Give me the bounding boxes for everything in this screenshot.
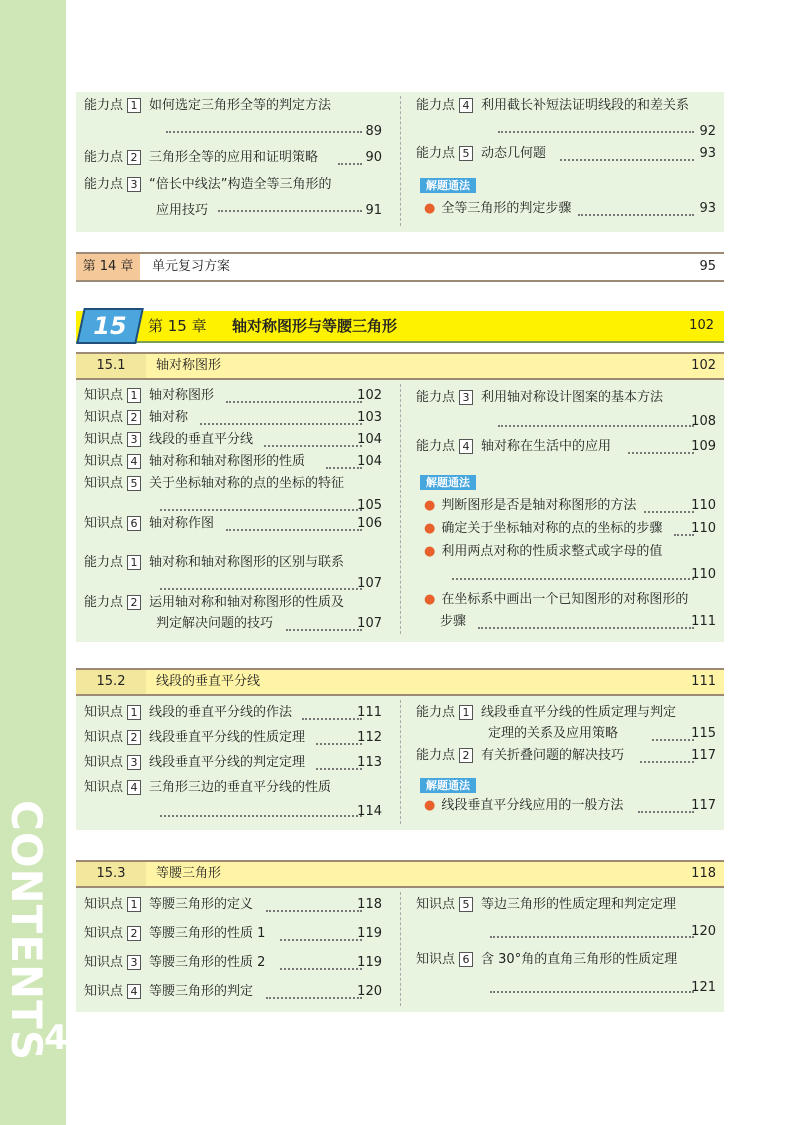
toc-entry[interactable]: 知识点 4 等腰三角形的判定 bbox=[84, 984, 254, 999]
toc-entry[interactable]: 能力点 1 线段垂直平分线的性质定理与判定 bbox=[416, 705, 677, 720]
chapter-icon: 15 bbox=[76, 308, 144, 344]
page-ref: 111 bbox=[691, 674, 716, 689]
page-ref: 103 bbox=[357, 410, 382, 425]
page-ref: 118 bbox=[691, 866, 716, 881]
leader-dots bbox=[200, 423, 362, 425]
page-ref: 117 bbox=[691, 798, 716, 813]
method-entry[interactable]: ● 确定关于坐标轴对称的点的坐标的步骤 bbox=[424, 521, 663, 536]
leader-dots bbox=[160, 509, 362, 511]
section-15-3-bar[interactable] bbox=[76, 860, 724, 888]
toc-entry-cont: 判定解决问题的技巧 bbox=[156, 616, 274, 631]
toc-entry[interactable]: 能力点 2 运用轴对称和轴对称图形的性质及 bbox=[84, 595, 345, 610]
bullet-icon: ● bbox=[424, 201, 436, 216]
leader-dots bbox=[218, 210, 362, 212]
toc-entry[interactable]: 知识点 6 含 30°角的直角三角形的性质定理 bbox=[416, 952, 678, 967]
page-ref: 102 bbox=[689, 318, 714, 333]
leader-dots bbox=[490, 991, 694, 993]
page-ref: 119 bbox=[357, 926, 382, 941]
leader-dots bbox=[478, 627, 694, 629]
leader-dots bbox=[166, 131, 362, 133]
toc-entry[interactable]: 知识点 1 线段的垂直平分线的作法 bbox=[84, 705, 293, 720]
column-divider bbox=[400, 892, 401, 1006]
chapter-15-bar[interactable] bbox=[76, 311, 724, 343]
page-ref: 119 bbox=[357, 955, 382, 970]
page-ref: 110 bbox=[691, 498, 716, 513]
method-badge: 解题通法 bbox=[420, 778, 476, 793]
method-entry[interactable]: ● 全等三角形的判定步骤 bbox=[424, 201, 572, 216]
toc-entry[interactable]: 知识点 4 轴对称和轴对称图形的性质 bbox=[84, 454, 306, 469]
page-ref: 105 bbox=[357, 498, 382, 513]
toc-entry[interactable]: 知识点 2 等腰三角形的性质 1 bbox=[84, 926, 266, 941]
column-divider bbox=[400, 384, 401, 634]
chapter-title: 单元复习方案 bbox=[152, 259, 231, 274]
toc-entry[interactable]: 知识点 3 线段垂直平分线的判定定理 bbox=[84, 755, 306, 770]
toc-entry[interactable]: 能力点 4 轴对称在生活中的应用 bbox=[416, 439, 612, 454]
toc-entry[interactable]: 知识点 1 轴对称图形 bbox=[84, 388, 215, 403]
bullet-icon: ● bbox=[424, 592, 436, 607]
leader-dots bbox=[578, 214, 694, 216]
toc-entry[interactable]: 知识点 5 关于坐标轴对称的点的坐标的特征 bbox=[84, 476, 345, 491]
leader-dots bbox=[498, 425, 694, 427]
page-ref: 106 bbox=[357, 516, 382, 531]
page-ref: 110 bbox=[691, 567, 716, 582]
toc-entry[interactable]: 能力点 2 三角形全等的应用和证明策略 bbox=[84, 150, 319, 165]
page-ref: 90 bbox=[365, 150, 382, 165]
page-ref: 93 bbox=[699, 146, 716, 161]
section-15-1-bar[interactable] bbox=[76, 352, 724, 380]
page-ref: 112 bbox=[357, 730, 382, 745]
method-entry-cont: 步骤 bbox=[440, 614, 467, 629]
method-badge: 解题通法 bbox=[420, 475, 476, 490]
page-ref: 111 bbox=[691, 614, 716, 629]
toc-entry[interactable]: 知识点 3 线段的垂直平分线 bbox=[84, 432, 254, 447]
page-ref: 107 bbox=[357, 616, 382, 631]
toc-entry-cont: 应用技巧 bbox=[156, 203, 209, 218]
toc-entry[interactable]: 能力点 3 “倍长中线法”构造全等三角形的 bbox=[84, 177, 332, 192]
page-ref: 95 bbox=[699, 259, 716, 274]
page-ref: 120 bbox=[691, 924, 716, 939]
bullet-icon: ● bbox=[424, 498, 436, 513]
page-ref: 108 bbox=[691, 414, 716, 429]
toc-entry[interactable]: 能力点 2 有关折叠问题的解决技巧 bbox=[416, 748, 625, 763]
toc-entry[interactable]: 知识点 6 轴对称作图 bbox=[84, 516, 215, 531]
page-ref: 109 bbox=[691, 439, 716, 454]
leader-dots bbox=[226, 529, 362, 531]
page-ref: 91 bbox=[365, 203, 382, 218]
toc-entry[interactable]: 能力点 1 如何选定三角形全等的判定方法 bbox=[84, 98, 332, 113]
chapter-number: 第 14 章 bbox=[76, 254, 140, 280]
page-ref: 117 bbox=[691, 748, 716, 763]
bullet-icon: ● bbox=[424, 798, 436, 813]
method-entry[interactable]: ● 在坐标系中画出一个已知图形的对称图形的 bbox=[424, 592, 689, 607]
toc-entry[interactable]: 知识点 1 等腰三角形的定义 bbox=[84, 897, 254, 912]
page-ref: 92 bbox=[699, 124, 716, 139]
page-ref: 114 bbox=[357, 804, 382, 819]
toc-entry-cont: 定理的关系及应用策略 bbox=[488, 726, 619, 741]
page-ref: 118 bbox=[357, 897, 382, 912]
toc-entry[interactable]: 知识点 4 三角形三边的垂直平分线的性质 bbox=[84, 780, 332, 795]
page-ref: 104 bbox=[357, 454, 382, 469]
leader-dots bbox=[160, 588, 362, 590]
leader-dots bbox=[160, 815, 362, 817]
section-title: 轴对称图形 bbox=[156, 358, 222, 373]
bullet-icon: ● bbox=[424, 544, 436, 559]
toc-entry[interactable]: 能力点 3 利用轴对称设计图案的基本方法 bbox=[416, 390, 664, 405]
bullet-icon: ● bbox=[424, 521, 436, 536]
method-entry[interactable]: ● 利用两点对称的性质求整式或字母的值 bbox=[424, 544, 663, 559]
page-ref: 102 bbox=[691, 358, 716, 373]
page-ref: 115 bbox=[691, 726, 716, 741]
chapter-title: 轴对称图形与等腰三角形 bbox=[232, 317, 398, 335]
chapter-number: 第 15 章 bbox=[148, 317, 207, 335]
leader-dots bbox=[560, 159, 694, 161]
column-divider bbox=[400, 700, 401, 824]
method-entry[interactable]: ● 线段垂直平分线应用的一般方法 bbox=[424, 798, 624, 813]
toc-entry[interactable]: 能力点 1 轴对称和轴对称图形的区别与联系 bbox=[84, 555, 345, 570]
section-number: 15.1 bbox=[76, 354, 146, 378]
section-title: 线段的垂直平分线 bbox=[156, 674, 261, 689]
page-ref: 111 bbox=[357, 705, 382, 720]
chapter-14-bar[interactable] bbox=[76, 252, 724, 282]
leader-dots bbox=[226, 401, 362, 403]
toc-entry[interactable]: 知识点 5 等边三角形的性质定理和判定定理 bbox=[416, 897, 677, 912]
leader-dots bbox=[498, 131, 694, 133]
page-ref: 104 bbox=[357, 432, 382, 447]
toc-entry[interactable]: 能力点 4 利用截长补短法证明线段的和差关系 bbox=[416, 98, 690, 113]
page-ref: 93 bbox=[699, 201, 716, 216]
page-number: 4 bbox=[44, 1018, 68, 1058]
toc-entry[interactable]: 知识点 2 轴对称 bbox=[84, 410, 189, 425]
section-number: 15.2 bbox=[76, 670, 146, 694]
toc-entry[interactable]: 知识点 3 等腰三角形的性质 2 bbox=[84, 955, 266, 970]
leader-dots bbox=[490, 936, 694, 938]
sidebar bbox=[0, 0, 66, 1125]
method-badge: 解题通法 bbox=[420, 178, 476, 193]
page-ref: 121 bbox=[691, 980, 716, 995]
page-ref: 89 bbox=[365, 124, 382, 139]
page-ref: 102 bbox=[357, 388, 382, 403]
page-ref: 120 bbox=[357, 984, 382, 999]
section-title: 等腰三角形 bbox=[156, 866, 222, 881]
method-entry[interactable]: ● 判断图形是否是轴对称图形的方法 bbox=[424, 498, 637, 513]
page-ref: 110 bbox=[691, 521, 716, 536]
toc-entry[interactable]: 能力点 5 动态几何题 bbox=[416, 146, 547, 161]
section-number: 15.3 bbox=[76, 862, 146, 886]
section-15-2-bar[interactable] bbox=[76, 668, 724, 696]
column-divider bbox=[400, 96, 401, 226]
page-ref: 113 bbox=[357, 755, 382, 770]
leader-dots bbox=[452, 578, 694, 580]
toc-entry[interactable]: 知识点 2 线段垂直平分线的性质定理 bbox=[84, 730, 306, 745]
sidebar-contents-label: CONTENTS bbox=[2, 800, 51, 1062]
page-ref: 107 bbox=[357, 576, 382, 591]
